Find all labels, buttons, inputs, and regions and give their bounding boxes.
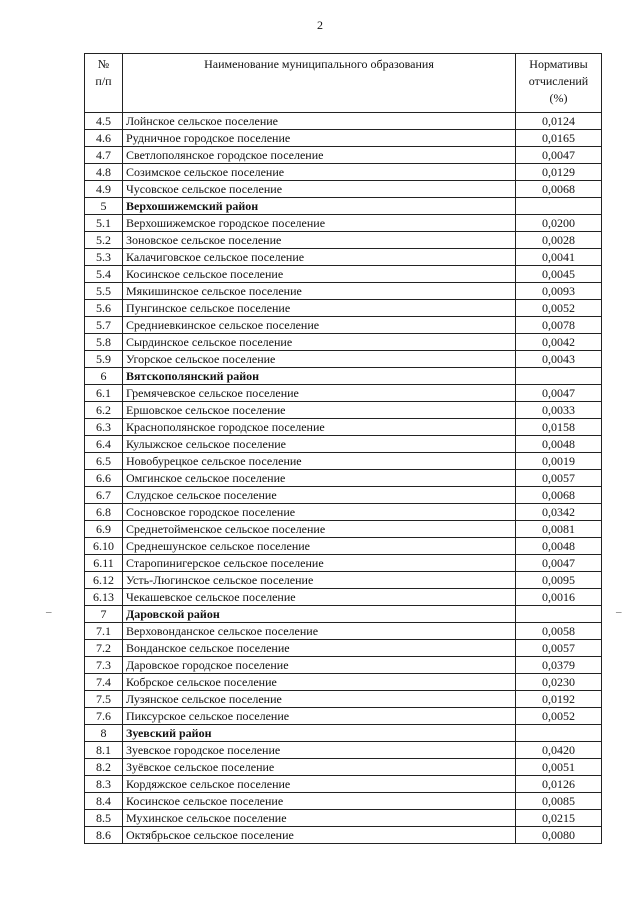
municipality-name: Сосновское городское поселение bbox=[123, 504, 516, 521]
table-row bbox=[85, 283, 602, 300]
table-row bbox=[85, 453, 602, 470]
deduction-norm-value: 0,0078 bbox=[516, 317, 602, 334]
row-number: 6.8 bbox=[85, 504, 123, 521]
table-row bbox=[85, 385, 602, 402]
district-row bbox=[85, 725, 602, 742]
municipality-name: Кобрское сельское поселение bbox=[123, 674, 516, 691]
header-number bbox=[85, 54, 123, 113]
municipality-name: Вонданское сельское поселение bbox=[123, 640, 516, 657]
municipality-name: Ершовское сельское поселение bbox=[123, 402, 516, 419]
table-row bbox=[85, 555, 602, 572]
table-header-row bbox=[85, 54, 602, 113]
municipality-name: Косинское сельское поселение bbox=[123, 266, 516, 283]
row-number: 7.3 bbox=[85, 657, 123, 674]
header-norms-line2: отчислений bbox=[528, 74, 589, 88]
row-number: 5.5 bbox=[85, 283, 123, 300]
deduction-norm-value: 0,0068 bbox=[516, 181, 602, 198]
row-number: 6.11 bbox=[85, 555, 123, 572]
deduction-norm-value: 0,0051 bbox=[516, 759, 602, 776]
municipality-name: Зуёвское сельское поселение bbox=[123, 759, 516, 776]
municipality-name: Лузянское сельское поселение bbox=[123, 691, 516, 708]
header-number-line1: № bbox=[97, 57, 110, 71]
table-row bbox=[85, 691, 602, 708]
row-number: 6.13 bbox=[85, 589, 123, 606]
deduction-norm-value: 0,0230 bbox=[516, 674, 602, 691]
table-row bbox=[85, 674, 602, 691]
table-row bbox=[85, 487, 602, 504]
row-number: 7.5 bbox=[85, 691, 123, 708]
row-number: 5.1 bbox=[85, 215, 123, 232]
municipality-name: Угорское сельское поселение bbox=[123, 351, 516, 368]
row-number: 5.9 bbox=[85, 351, 123, 368]
municipality-name: Омгинское сельское поселение bbox=[123, 470, 516, 487]
table-row bbox=[85, 759, 602, 776]
header-municipality-name: Наименование муниципального образования bbox=[123, 54, 516, 113]
municipality-name: Зуевское городское поселение bbox=[123, 742, 516, 759]
municipality-name: Мухинское сельское поселение bbox=[123, 810, 516, 827]
municipality-name: Косинское сельское поселение bbox=[123, 793, 516, 810]
row-number: 8.2 bbox=[85, 759, 123, 776]
deduction-norm-value: 0,0165 bbox=[516, 130, 602, 147]
table-row bbox=[85, 300, 602, 317]
municipality-name: Чекашевское сельское поселение bbox=[123, 589, 516, 606]
municipality-name: Вятскополянский район bbox=[123, 368, 516, 385]
deduction-norm-value: 0,0420 bbox=[516, 742, 602, 759]
deduction-norm-value bbox=[516, 368, 602, 385]
table-row bbox=[85, 657, 602, 674]
row-number: 6.2 bbox=[85, 402, 123, 419]
municipality-name: Усть-Люгинское сельское поселение bbox=[123, 572, 516, 589]
deduction-norm-value: 0,0043 bbox=[516, 351, 602, 368]
deduction-norm-value bbox=[516, 725, 602, 742]
municipality-name: Среднетойменское сельское поселение bbox=[123, 521, 516, 538]
deduction-norm-value: 0,0200 bbox=[516, 215, 602, 232]
row-number: 4.6 bbox=[85, 130, 123, 147]
municipality-name: Сырдинское сельское поселение bbox=[123, 334, 516, 351]
table-row bbox=[85, 793, 602, 810]
table-row bbox=[85, 232, 602, 249]
deduction-norm-value: 0,0068 bbox=[516, 487, 602, 504]
header-norms bbox=[516, 54, 602, 113]
row-number: 8.1 bbox=[85, 742, 123, 759]
municipality-name: Калачиговское сельское поселение bbox=[123, 249, 516, 266]
table-row bbox=[85, 181, 602, 198]
row-number: 4.7 bbox=[85, 147, 123, 164]
scan-mark-right: – bbox=[616, 606, 622, 618]
deduction-norm-value: 0,0045 bbox=[516, 266, 602, 283]
municipality-name: Кордяжское сельское поселение bbox=[123, 776, 516, 793]
table-row bbox=[85, 538, 602, 555]
municipality-name: Верхошижемский район bbox=[123, 198, 516, 215]
row-number: 5.3 bbox=[85, 249, 123, 266]
table-row bbox=[85, 810, 602, 827]
deduction-norm-value: 0,0126 bbox=[516, 776, 602, 793]
row-number: 5.4 bbox=[85, 266, 123, 283]
row-number: 7.4 bbox=[85, 674, 123, 691]
municipality-name: Светлополянское городское поселение bbox=[123, 147, 516, 164]
row-number: 8.6 bbox=[85, 827, 123, 844]
deduction-norm-value: 0,0192 bbox=[516, 691, 602, 708]
table-row bbox=[85, 402, 602, 419]
deduction-norm-value: 0,0081 bbox=[516, 521, 602, 538]
municipality-name: Слудское сельское поселение bbox=[123, 487, 516, 504]
deduction-norm-value: 0,0057 bbox=[516, 470, 602, 487]
row-number: 4.8 bbox=[85, 164, 123, 181]
deduction-norm-value: 0,0041 bbox=[516, 249, 602, 266]
municipality-name: Лойнское сельское поселение bbox=[123, 113, 516, 130]
row-number: 6.10 bbox=[85, 538, 123, 555]
municipality-name: Верховонданское сельское поселение bbox=[123, 623, 516, 640]
row-number: 5.2 bbox=[85, 232, 123, 249]
municipality-name: Кулыжское сельское поселение bbox=[123, 436, 516, 453]
table-row bbox=[85, 436, 602, 453]
row-number: 5.6 bbox=[85, 300, 123, 317]
table-row bbox=[85, 827, 602, 844]
district-row bbox=[85, 368, 602, 385]
row-number: 7.2 bbox=[85, 640, 123, 657]
table-row bbox=[85, 708, 602, 725]
municipality-name: Зуевский район bbox=[123, 725, 516, 742]
row-number: 5.8 bbox=[85, 334, 123, 351]
table-row bbox=[85, 351, 602, 368]
row-number: 6.3 bbox=[85, 419, 123, 436]
table-row bbox=[85, 249, 602, 266]
deduction-norm-value: 0,0033 bbox=[516, 402, 602, 419]
table-row bbox=[85, 130, 602, 147]
municipality-name: Рудничное городское поселение bbox=[123, 130, 516, 147]
deduction-norm-value: 0,0052 bbox=[516, 300, 602, 317]
row-number: 4.9 bbox=[85, 181, 123, 198]
deduction-norm-value: 0,0047 bbox=[516, 147, 602, 164]
deduction-norm-value: 0,0158 bbox=[516, 419, 602, 436]
municipality-name: Краснополянское городское поселение bbox=[123, 419, 516, 436]
row-number: 7.1 bbox=[85, 623, 123, 640]
municipality-name: Старопинигерское сельское поселение bbox=[123, 555, 516, 572]
municipality-name: Мякишинское сельское поселение bbox=[123, 283, 516, 300]
deduction-norm-value: 0,0016 bbox=[516, 589, 602, 606]
municipality-name: Верхошижемское городское поселение bbox=[123, 215, 516, 232]
row-number: 7.6 bbox=[85, 708, 123, 725]
deduction-norm-value: 0,0342 bbox=[516, 504, 602, 521]
municipality-name: Даровское городское поселение bbox=[123, 657, 516, 674]
deduction-norm-value: 0,0129 bbox=[516, 164, 602, 181]
table-row bbox=[85, 470, 602, 487]
table-row bbox=[85, 419, 602, 436]
row-number: 6.6 bbox=[85, 470, 123, 487]
row-number: 6.5 bbox=[85, 453, 123, 470]
table-row bbox=[85, 164, 602, 181]
district-row bbox=[85, 606, 602, 623]
deduction-norm-value: 0,0042 bbox=[516, 334, 602, 351]
deduction-norm-value: 0,0057 bbox=[516, 640, 602, 657]
district-row bbox=[85, 198, 602, 215]
deduction-norm-value: 0,0048 bbox=[516, 538, 602, 555]
table-row bbox=[85, 776, 602, 793]
deduction-norm-value: 0,0047 bbox=[516, 555, 602, 572]
deduction-norm-value: 0,0093 bbox=[516, 283, 602, 300]
municipality-name: Среднешунское сельское поселение bbox=[123, 538, 516, 555]
row-number: 8.4 bbox=[85, 793, 123, 810]
header-number-line2: п/п bbox=[95, 74, 112, 88]
table-row bbox=[85, 640, 602, 657]
deduction-norm-value: 0,0215 bbox=[516, 810, 602, 827]
municipality-name: Гремячевское сельское поселение bbox=[123, 385, 516, 402]
deduction-norm-value: 0,0058 bbox=[516, 623, 602, 640]
table-row bbox=[85, 589, 602, 606]
row-number: 6.7 bbox=[85, 487, 123, 504]
table-row bbox=[85, 504, 602, 521]
row-number: 5.7 bbox=[85, 317, 123, 334]
row-number: 7 bbox=[85, 606, 123, 623]
deduction-norm-value bbox=[516, 606, 602, 623]
page-number: 2 bbox=[317, 18, 323, 32]
municipality-name: Новобурецкое сельское поселение bbox=[123, 453, 516, 470]
table-row bbox=[85, 742, 602, 759]
deduction-norm-value: 0,0085 bbox=[516, 793, 602, 810]
municipality-name: Пиксурское сельское поселение bbox=[123, 708, 516, 725]
deduction-norm-value bbox=[516, 198, 602, 215]
table-row bbox=[85, 521, 602, 538]
deduction-norm-value: 0,0124 bbox=[516, 113, 602, 130]
row-number: 6.1 bbox=[85, 385, 123, 402]
municipality-name: Чусовское сельское поселение bbox=[123, 181, 516, 198]
municipality-name: Даровской район bbox=[123, 606, 516, 623]
table-row bbox=[85, 147, 602, 164]
deduction-norm-value: 0,0052 bbox=[516, 708, 602, 725]
table-row bbox=[85, 334, 602, 351]
header-norms-line3: (%) bbox=[549, 91, 568, 105]
row-number: 6 bbox=[85, 368, 123, 385]
municipality-name: Пунгинское сельское поселение bbox=[123, 300, 516, 317]
table-row bbox=[85, 113, 602, 130]
deduction-norm-value: 0,0048 bbox=[516, 436, 602, 453]
row-number: 8.3 bbox=[85, 776, 123, 793]
row-number: 6.9 bbox=[85, 521, 123, 538]
scan-mark-left: – bbox=[46, 606, 52, 618]
row-number: 8.5 bbox=[85, 810, 123, 827]
header-norms-line1: Нормативы bbox=[529, 57, 588, 71]
municipality-name: Зоновское сельское поселение bbox=[123, 232, 516, 249]
row-number: 6.4 bbox=[85, 436, 123, 453]
municipality-name: Средниевкинское сельское поселение bbox=[123, 317, 516, 334]
row-number: 5 bbox=[85, 198, 123, 215]
deduction-norms-table bbox=[84, 53, 602, 844]
deduction-norm-value: 0,0080 bbox=[516, 827, 602, 844]
deduction-norm-value: 0,0019 bbox=[516, 453, 602, 470]
table-row bbox=[85, 572, 602, 589]
table-row bbox=[85, 215, 602, 232]
row-number: 4.5 bbox=[85, 113, 123, 130]
deduction-norm-value: 0,0095 bbox=[516, 572, 602, 589]
municipality-name: Созимское сельское поселение bbox=[123, 164, 516, 181]
row-number: 6.12 bbox=[85, 572, 123, 589]
deduction-norm-value: 0,0047 bbox=[516, 385, 602, 402]
table-row bbox=[85, 623, 602, 640]
table-row bbox=[85, 266, 602, 283]
deduction-norm-value: 0,0028 bbox=[516, 232, 602, 249]
deduction-norm-value: 0,0379 bbox=[516, 657, 602, 674]
table-row bbox=[85, 317, 602, 334]
municipality-name: Октябрьское сельское поселение bbox=[123, 827, 516, 844]
row-number: 8 bbox=[85, 725, 123, 742]
